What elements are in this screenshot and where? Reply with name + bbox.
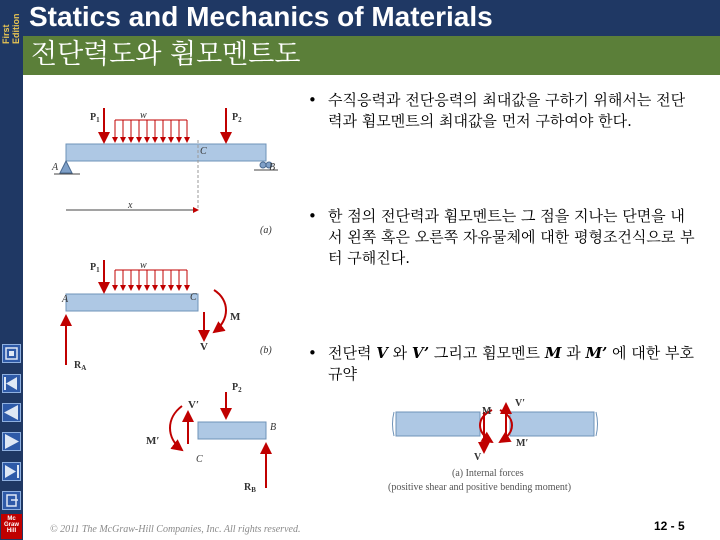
label-p2: $P_2$ xyxy=(232,112,242,124)
label-w: w xyxy=(140,110,147,121)
sc-label-vprime: V′ xyxy=(515,398,526,409)
title-bar xyxy=(23,0,720,36)
bullet-3-mid2: 그리고 휨모멘트 xyxy=(429,344,545,362)
next-slide-button[interactable] xyxy=(2,432,21,451)
beam-a xyxy=(51,108,278,236)
home-icon xyxy=(3,345,20,362)
first-slide-button[interactable] xyxy=(2,374,21,393)
bullet-3: • 전단력 V 와 V’ 그리고 휨모멘트 M 과 M’ 에 대한 부호규약 xyxy=(308,344,695,383)
copyright-footer: © 2011 The McGraw-Hill Companies, Inc. All rights reserved. xyxy=(50,524,301,535)
sc-label-mprime: M′ xyxy=(516,438,529,449)
label-p1-b: $P_1$ xyxy=(90,262,100,274)
slide-title: Statics and Mechanics of Materials xyxy=(29,1,493,32)
first-slide-icon xyxy=(3,375,20,392)
previous-slide-button[interactable] xyxy=(2,403,21,422)
exit-icon xyxy=(3,492,20,509)
exit-button[interactable] xyxy=(2,491,21,510)
page-number: 12 - 5 xyxy=(654,519,685,533)
bullet-2: • 한 점의 전단력과 휨모멘트는 그 점을 지나는 단면을 내서 왼쪽 혹은 오른쪽 자유물체에 대한 평형조건식으로 부터 구해진다. xyxy=(308,207,695,267)
bullet-2-text: 한 점의 전단력과 휨모멘트는 그 점을 지나는 단면을 내서 왼쪽 혹은 오른쪽 자유물체에 대한 평형조건식으로 부터 구해진다. xyxy=(328,207,695,267)
sc-caption-2: (positive shear and positive bending moment) xyxy=(388,482,572,493)
label-m-b: M xyxy=(230,311,241,323)
sc-caption-1: (a) Internal forces xyxy=(452,468,524,479)
bullet-3-post: 에 대한 부호규약 xyxy=(328,344,695,383)
bullet-1: • 수직응력과 전단응력의 최대값을 구하기 위해서는 전단력과 휨모멘트의 최대값을 먼저 구하여야 한다. xyxy=(308,91,686,130)
beam-c xyxy=(146,382,276,494)
label-p2-c: $P_2$ xyxy=(232,382,242,394)
mcgraw-hill-logo xyxy=(1,514,22,539)
label-mprime-c: M′ xyxy=(146,435,160,447)
beam-diagram xyxy=(30,100,290,520)
next-icon xyxy=(3,433,20,450)
slide-subtitle: 전단력도와 휨모멘트도 xyxy=(31,39,301,70)
symbol-mprime: M’ xyxy=(585,344,608,362)
previous-icon xyxy=(3,404,20,421)
subtitle-bar xyxy=(23,36,720,75)
symbol-v: V xyxy=(376,344,388,362)
label-c: C xyxy=(200,146,207,157)
label-b: B xyxy=(269,162,276,173)
bullet-3-mid1: 와 xyxy=(387,344,412,362)
label-v-b: V xyxy=(200,341,208,353)
sc-label-v: V xyxy=(474,452,482,463)
label-rb: $R_B$ xyxy=(244,482,256,494)
home-nav-button[interactable] xyxy=(2,344,21,363)
logo-line1: Mc xyxy=(7,516,16,522)
label-a-b: A xyxy=(62,294,69,305)
label-w-b: w xyxy=(140,260,147,271)
edition-line2: Edition xyxy=(11,13,21,44)
symbol-vprime: V’ xyxy=(411,344,430,362)
edition-line1: First xyxy=(1,24,11,44)
label-b-c: B xyxy=(270,422,277,433)
label-a: A xyxy=(52,162,59,173)
caption-b: (b) xyxy=(260,345,272,356)
label-c-c: C xyxy=(196,454,203,465)
sign-convention-diagram xyxy=(388,398,688,498)
logo-line2: Graw xyxy=(3,522,19,528)
caption-a: (a) xyxy=(260,225,272,236)
last-slide-button[interactable] xyxy=(2,462,21,481)
label-x: x xyxy=(128,200,133,211)
label-p1: $P_1$ xyxy=(90,112,100,124)
symbol-m: M xyxy=(544,344,562,362)
beam-b xyxy=(61,260,272,372)
edition-label xyxy=(0,0,23,44)
label-c-b: C xyxy=(190,292,197,303)
bullet-3-pre: 전단력 xyxy=(328,344,377,362)
label-vprime-c: V′ xyxy=(188,399,200,411)
last-slide-icon xyxy=(3,463,20,480)
sc-label-m: M xyxy=(482,406,492,417)
logo-line3: Hill xyxy=(6,528,17,534)
bullet-3-mid3: 과 xyxy=(561,344,586,362)
bullet-1-text: 수직응력과 전단응력의 최대값을 구하기 위해서는 전단력과 휨모멘트의 최대값을 먼저 구하여야 한다. xyxy=(328,91,686,130)
left-sidebar xyxy=(0,0,23,540)
label-ra: $R_A$ xyxy=(74,360,87,372)
